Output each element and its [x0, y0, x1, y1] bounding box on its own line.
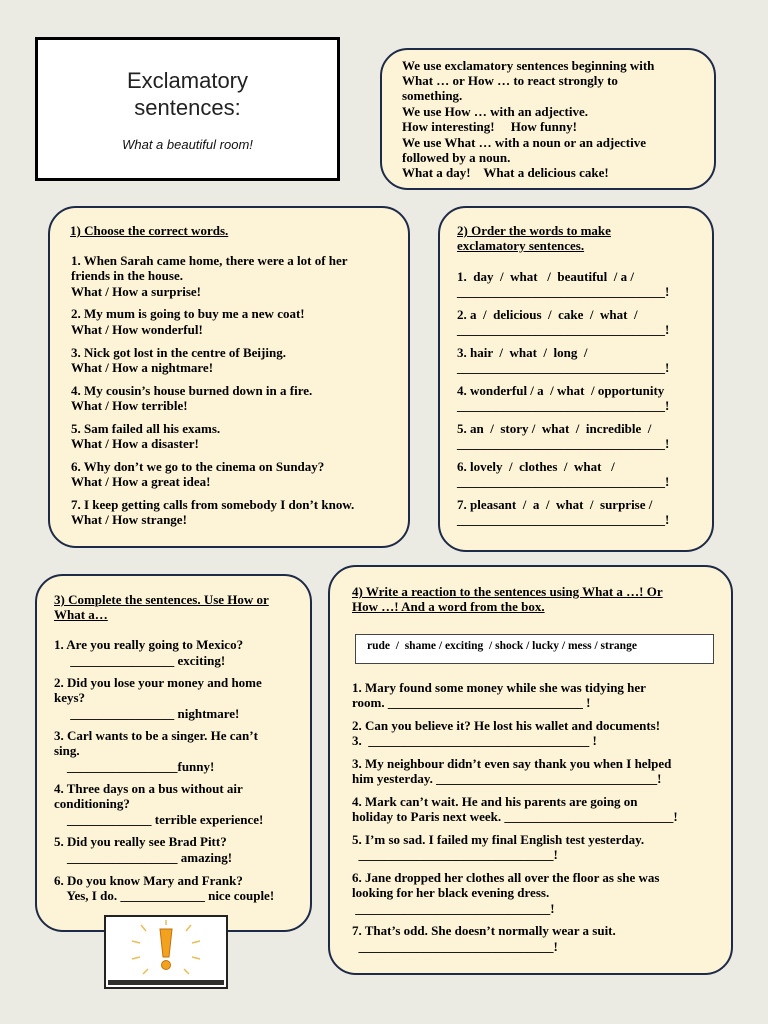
exercise-3-line: 2. Did you lose your money and home [54, 675, 262, 690]
exercise-1-line: What / How wonderful! [71, 322, 203, 337]
exercise-1-line: 4. My cousin’s house burned down in a fire. [71, 383, 313, 398]
exercise-3-line: sing. [54, 743, 80, 758]
exercise-2-answer-line: ________________________________! [457, 322, 670, 337]
word-box-text: rude / shame / exciting / shock / lucky / mess / strange [367, 640, 637, 652]
exercise-2-answer-line: ________________________________! [457, 512, 670, 527]
exclamation-mark-icon [106, 917, 226, 987]
exercise-1-heading: 1) Choose the correct words. [70, 223, 229, 238]
title-box [35, 37, 340, 181]
rule-line: We use How … with an adjective. [402, 104, 588, 119]
exercise-4-line: 2. Can you believe it? He lost his wallet and documents! [352, 718, 661, 733]
exercise-2-heading: exclamatory sentences. [457, 238, 585, 253]
exercise-2-line: 7. pleasant / a / what / surprise / [457, 497, 653, 512]
exercise-2-line: 4. wonderful / a / what / opportunity [457, 383, 665, 398]
title-line-2: sentences: [134, 95, 241, 120]
exercise-4-line: 7. That’s odd. She doesn’t normally wear a suit. [352, 923, 616, 938]
exercise-4-line: 3. My neighbour didn’t even say thank you when I helped [352, 756, 672, 771]
exercise-3-line: 5. Did you really see Brad Pitt? [54, 834, 227, 849]
exercise-4-line: looking for her black evening dress. [352, 885, 550, 900]
exercise-1-line: 3. Nick got lost in the centre of Beijing. [71, 345, 286, 360]
exercise-2-line: 6. lovely / clothes / what / [457, 459, 615, 474]
exercise-2-heading: 2) Order the words to make [457, 223, 611, 238]
rule-line: followed by a noun. [402, 150, 511, 165]
exercise-1-line: What / How terrible! [71, 398, 188, 413]
exercise-3-line: 3. Carl wants to be a singer. He can’t [54, 728, 258, 743]
exercise-1-line: 5. Sam failed all his exams. [71, 421, 221, 436]
exercise-4-line: ______________________________! [352, 901, 555, 916]
exercise-4-line: room. ______________________________ ! [352, 695, 591, 710]
exercise-3-line: _________________ amazing! [54, 850, 233, 865]
rule-line: something. [402, 88, 463, 103]
exercise-3-heading: 3) Complete the sentences. Use How or [54, 592, 269, 607]
exercise-4-line: 1. Mary found some money while she was tidying her [352, 680, 646, 695]
exercise-2-line: 5. an / story / what / incredible / [457, 421, 652, 436]
exercise-3-line: ________________ exciting! [54, 653, 226, 668]
exercise-2-answer-line: ________________________________! [457, 436, 670, 451]
exercise-3-heading: What a… [54, 607, 108, 622]
exercise-1-line: What / How a nightmare! [71, 360, 214, 375]
exercise-2-answer-line: ________________________________! [457, 360, 670, 375]
exercise-4-line: 6. Jane dropped her clothes all over the floor as she was [352, 870, 660, 885]
word-box [355, 634, 714, 664]
title-line-1: Exclamatory [126, 68, 249, 93]
exercise-2-answer-line: ________________________________! [457, 284, 670, 299]
rule-line: What a day! What a delicious cake! [402, 165, 609, 180]
exercise-1-line: What / How strange! [71, 512, 187, 527]
exercise-1-line: What / How a disaster! [71, 436, 199, 451]
rule-line: How interesting! How funny! [402, 119, 577, 134]
exercise-1-line: What / How a surprise! [71, 284, 201, 299]
exercise-4-heading: How …! And a word from the box. [352, 599, 545, 614]
rule-line: What … or How … to react strongly to [402, 73, 618, 88]
exercise-1-line: friends in the house. [71, 268, 183, 283]
exclamation-illustration [104, 915, 228, 989]
exercise-3-line: _____________ terrible experience! [54, 812, 264, 827]
title-example: What a beautiful room! [122, 137, 253, 152]
rule-line: We use What … with a noun or an adjective [402, 135, 647, 150]
exercise-4-line: 4. Mark can’t wait. He and his parents are going on [352, 794, 638, 809]
rule-line: We use exclamatory sentences beginning with [402, 58, 655, 73]
exercise-2-line: 1. day / what / beautiful / a / [457, 269, 634, 284]
exercise-3-line: ________________ nightmare! [54, 706, 240, 721]
exercise-3-line: _________________funny! [54, 759, 215, 774]
exercise-4-line: 3. __________________________________ ! [352, 733, 597, 748]
exercise-3-line: conditioning? [54, 796, 130, 811]
exercise-1-line: 2. My mum is going to buy me a new coat! [71, 306, 305, 321]
exercise-3-line: 4. Three days on a bus without air [54, 781, 243, 796]
exercise-4-line: ______________________________! [352, 939, 558, 954]
exercise-3-line: keys? [54, 690, 86, 705]
exercise-2-line: 2. a / delicious / cake / what / [457, 307, 638, 322]
exercise-1-line: 6. Why don’t we go to the cinema on Sunday? [71, 459, 325, 474]
exercise-4-line: him yesterday. __________________________________! [352, 771, 662, 786]
exercise-4-line: holiday to Paris next week. __________________________! [352, 809, 678, 824]
exercise-4-line: 5. I’m so sad. I failed my final English test yesterday. [352, 832, 645, 847]
exercise-3-line: Yes, I do. _____________ nice couple! [54, 888, 275, 903]
exercise-2-answer-line: ________________________________! [457, 398, 670, 413]
exercise-2-answer-line: ________________________________! [457, 474, 670, 489]
exercise-1-line: 7. I keep getting calls from somebody I don’t know. [71, 497, 355, 512]
exercise-2-line: 3. hair / what / long / [457, 345, 588, 360]
exercise-1-line: What / How a great idea! [71, 474, 211, 489]
exercise-1-line: 1. When Sarah came home, there were a lot of her [71, 253, 348, 268]
exercise-4-heading: 4) Write a reaction to the sentences using What a …! Or [352, 584, 663, 599]
exercise-3-line: 6. Do you know Mary and Frank? [54, 873, 243, 888]
exercise-3-line: 1. Are you really going to Mexico? [54, 637, 244, 652]
exercise-4-line: ______________________________! [352, 847, 558, 862]
